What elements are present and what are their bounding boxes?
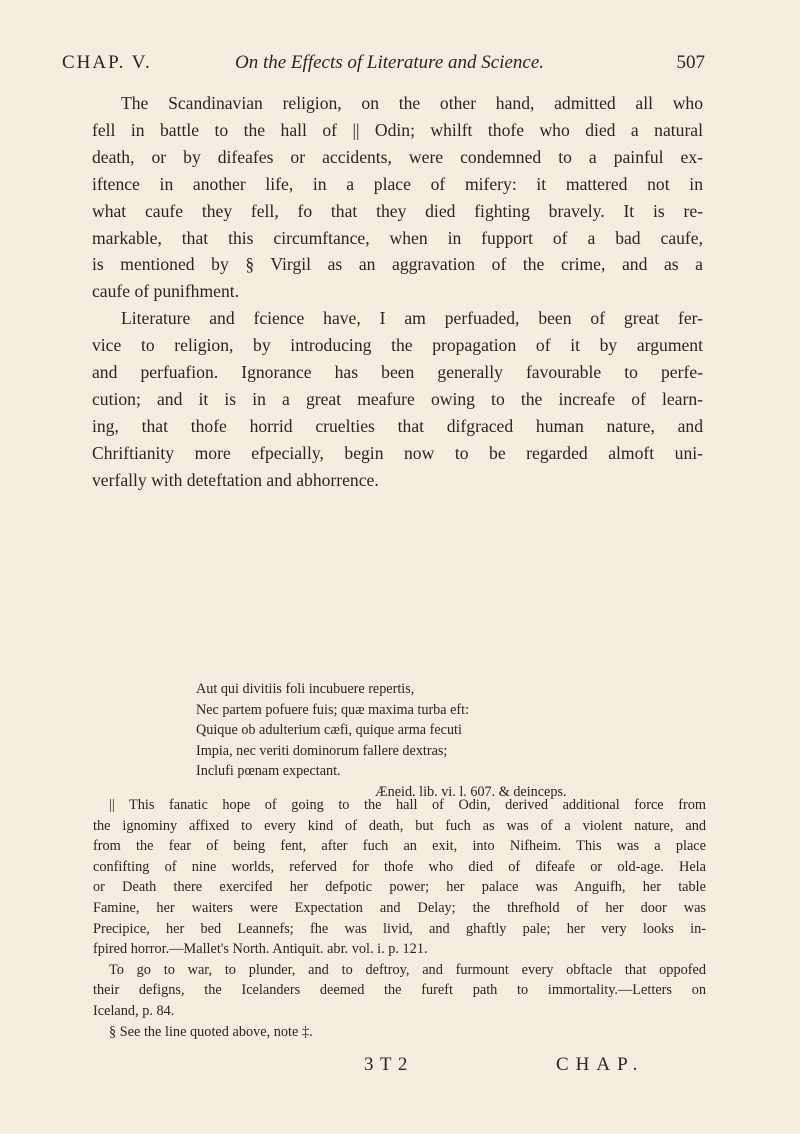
verse-line: Nec partem pofuere fuis; quæ maxima turba eft:	[196, 701, 470, 718]
footnote-line: Famine, her waiters were Expectation and Delay; the threfhold of her door was	[93, 899, 706, 916]
paragraph-literature-and-science	[92, 305, 703, 493]
footnote-line: Precipice, her bed Leannefs; fhe was livid, and ghaftly pale; her very looks in-	[93, 920, 706, 937]
latin-verse-quotation	[196, 679, 696, 803]
verse-line: Quique ob adulterium cæfi, quique arma fecuti	[196, 722, 462, 739]
text-line: ing, that thofe horrid cruelties that difgraced human nature, and	[92, 415, 703, 436]
verse-line: Aut qui divitiis foli incubuere repertis,	[196, 681, 415, 697]
text-line: iftence in another life, in a place of mifery: it mattered not in	[92, 173, 703, 194]
verse-source: Æneid. lib. vi. l. 607. & deinceps.	[375, 783, 567, 800]
text-line: Literature and fcience have, I am perfuaded, been of great fer-	[121, 308, 703, 329]
chapter-label: CHAP. V.	[62, 52, 152, 73]
footnote-line: To go to war, to plunder, and to deftroy, and furmount every obftacle that oppofed	[109, 961, 706, 978]
running-header	[62, 52, 705, 84]
text-line: markable, that this circumftance, when in fupport of a bad caufe,	[92, 227, 703, 248]
running-title: On the Effects of Literature and Science.	[235, 52, 545, 73]
footnote-line: their defigns, the Icelanders deemed the fureft path to immortality.—Letters on	[93, 982, 706, 999]
text-line: and perfuafion. Ignorance has been generally favourable to perfe-	[92, 362, 703, 383]
footnotes	[93, 795, 706, 1042]
footnote-virgil: § See the line quoted above, note ‡.	[109, 1023, 313, 1040]
footnote-line: Iceland, p. 84.	[93, 1002, 175, 1019]
page-number: 507	[676, 52, 705, 73]
text-line: caufe of punifhment.	[92, 281, 240, 302]
text-line: The Scandinavian religion, on the other hand, admitted all who	[121, 93, 703, 113]
text-line: fell in battle to the hall of || Odin; whilft thofe who died a natural	[92, 119, 703, 140]
page-footer	[0, 1054, 800, 1084]
paragraph-scandinavian-religion	[92, 90, 703, 305]
footnote-line: || This fanatic hope of going to the hall of Odin, derived additional force from	[109, 797, 706, 813]
signature-mark: 3 T 2	[364, 1054, 409, 1075]
footnote-line: from the fear of being fent, after fuch an exit, into Nifheim. This was a place	[93, 838, 706, 855]
text-line: death, or by difeafes or accidents, were condemned to a painful ex-	[92, 146, 703, 167]
text-line: Chriftianity more efpecially, begin now to be regarded almoft uni-	[92, 442, 703, 463]
footnote-line: the ignominy affixed to every kind of death, but fuch as was of a violent nature, and	[93, 817, 706, 834]
verse-line: Impia, nec veriti dominorum fallere dextras;	[196, 742, 448, 759]
text-line: is mentioned by § Virgil as an aggravation of the crime, and as a	[92, 254, 703, 275]
main-text	[92, 90, 703, 494]
text-line: what caufe they fell, fo that they died fighting bravely. It is re-	[92, 200, 703, 221]
catchword: CHAP.	[556, 1054, 645, 1075]
text-line: vice to religion, by introducing the propagation of it by argument	[92, 335, 703, 356]
footnote-line: or Death there exercifed her defpotic power; her palace was Anguifh, her table	[93, 879, 706, 896]
text-line: verfally with deteftation and abhorrence.	[92, 469, 379, 490]
verse-line: Inclufi pœnam expectant.	[196, 763, 341, 780]
text-line: cution; and it is in a great meafure owing to the increafe of learn-	[92, 388, 703, 409]
footnote-line: confifting of nine worlds, referved for thofe who died of difeafe or old-age. Hela	[93, 858, 706, 875]
footnote-line: fpired horror.—Mallet's North. Antiquit. abr. vol. i. p. 121.	[93, 941, 428, 958]
